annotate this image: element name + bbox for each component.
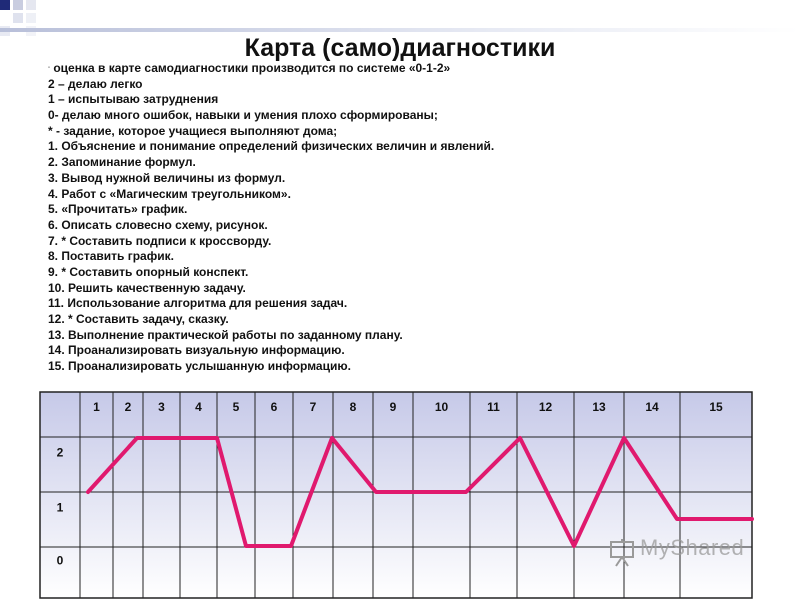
list-item: 15. Проанализировать услышанную информацию.: [48, 359, 351, 374]
list-item: 1. Объяснение и понимание определений физических величин и явлений.: [48, 139, 495, 154]
column-header-label: 1: [93, 400, 100, 414]
list-item: 7. * Составить подписи к кроссворду.: [48, 233, 272, 248]
column-header-label: 12: [538, 400, 553, 414]
list-item: 12. * Составить задачу, сказку.: [48, 312, 229, 326]
column-header-label: 13: [592, 400, 606, 414]
list-item: 1 – испытываю затруднения: [48, 92, 219, 107]
column-header-label: 4: [195, 400, 202, 414]
column-header-label: 2: [124, 400, 132, 414]
column-header-label: 6: [270, 400, 278, 414]
chart-background: [40, 392, 752, 598]
row-header-label: 0: [56, 553, 64, 568]
column-header-label: 10: [434, 400, 449, 414]
column-header-label: 9: [389, 400, 397, 414]
list-item: 11. Использование алгоритма для решения задач.: [48, 296, 348, 311]
intro-text: оценка в карте самодиагностики производится по системе «0-1-2»: [53, 61, 451, 76]
list-item: 3. Вывод нужной величины из формул.: [48, 170, 286, 185]
column-header-label: 5: [232, 400, 240, 414]
page-title: Карта (само)диагностики: [244, 34, 556, 62]
column-header-label: 15: [709, 400, 723, 414]
list-item: 14. Проанализировать визуальную информацию.: [48, 343, 345, 358]
column-header-label: 11: [487, 400, 500, 414]
list-item: 0- делаю много ошибок, навыки и умения плохо сформированы;: [48, 108, 438, 123]
row-header-label: 1: [56, 500, 64, 515]
column-header-label: 3: [158, 400, 165, 414]
watermark-text: MyShared: [640, 535, 745, 560]
row-header-label: 2: [56, 445, 64, 460]
list-item: 4. Работ с «Магическим треугольником».: [48, 186, 291, 201]
column-header-label: 14: [645, 400, 659, 414]
intro-dash: -: [48, 65, 50, 71]
presentation-board-icon: [608, 538, 638, 568]
list-item: 10. Решить качественную задачу.: [48, 280, 246, 295]
list-item: 9. * Составить опорный конспект.: [48, 264, 249, 279]
list-item: 2 – делаю легко: [48, 76, 143, 91]
list-item: 8. Поставить график.: [48, 249, 174, 264]
column-header-label: 8: [349, 400, 357, 414]
list-item: 13. Выполнение практической работы по заданному плану.: [48, 327, 403, 342]
list-item: * - задание, которое учащиеся выполняют дома;: [48, 123, 338, 138]
list-item: 2. Запоминание формул.: [48, 155, 196, 170]
list-item: 5. «Прочитать» график.: [48, 202, 188, 217]
list-item: 6. Описать словесно схему, рисунок.: [48, 217, 268, 232]
column-header-label: 7: [309, 400, 317, 414]
